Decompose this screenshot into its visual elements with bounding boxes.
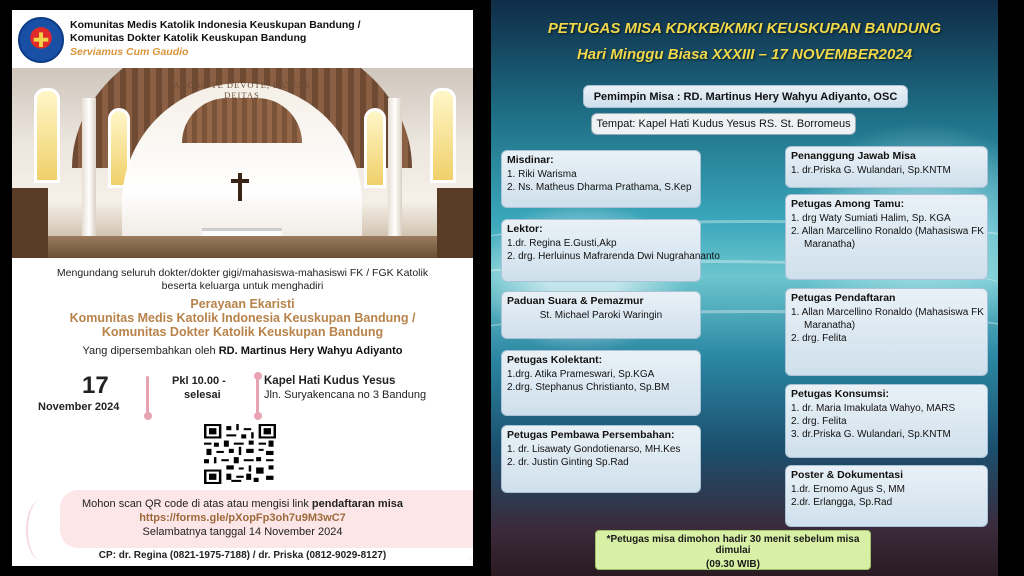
konsumsi-heading: Petugas Konsumsi: <box>791 388 890 400</box>
divider-dot <box>254 372 262 380</box>
misdinar-heading: Misdinar: <box>507 154 554 166</box>
persembahan-item: 2. dr. Justin Ginting Sp.Rad <box>507 457 629 468</box>
registration-prefix: Mohon scan QR code di atas atau mengisi link <box>82 498 312 510</box>
kolektan-box <box>501 350 701 416</box>
right-edge-bar <box>998 0 1024 576</box>
divider <box>256 376 259 416</box>
kolektan-item: 2.drg. Stephanus Christianto, Sp.BM <box>507 382 670 393</box>
invitation-poster <box>12 10 473 566</box>
lektor-box <box>501 219 720 282</box>
lektor-item: 2. drg. Herluinus Mafrarenda Dwi Nugrahananto <box>507 251 720 262</box>
divider <box>146 376 149 416</box>
dokumentasi-item: 2.dr. Erlangga, Sp.Rad <box>791 497 893 508</box>
invite-text-line2: beserta keluarga untuk menghadiri <box>161 280 324 292</box>
community-logo <box>18 17 64 63</box>
dokumentasi-heading: Poster & Dokumentasi <box>791 469 904 481</box>
divider-dot <box>254 412 262 420</box>
among-tamu-item: Maranatha) <box>804 239 856 250</box>
chapel-inscription: ADORO TE DEVOTE, LATENS DEITAS <box>173 80 311 100</box>
misdinar-box <box>501 150 701 208</box>
event-time-line2: selesai <box>184 389 221 401</box>
kolektan-item: 1.drg. Atika Prameswari, Sp.KGA <box>507 369 655 380</box>
qr-code[interactable] <box>204 424 276 484</box>
pendaftaran-heading: Petugas Pendaftaran <box>791 292 896 304</box>
konsumsi-box <box>785 384 988 458</box>
paduan-item: St. Michael Paroki Waringin <box>539 310 663 321</box>
org-name-line2: Komunitas Dokter Katolik Keuskupan Bandung <box>70 32 307 44</box>
event-time-line1: Pkl 10.00 - <box>172 375 226 387</box>
offered-by-prefix: Yang dipersembahkan oleh <box>82 345 219 357</box>
dokumentasi-item: 1.dr. Ernomo Agus S, MM <box>791 484 905 495</box>
persembahan-item: 1. dr. Lisawaty Gondotienarso, MH.Kes <box>507 444 681 455</box>
misdinar-item: 2. Ns. Matheus Dharma Prathama, S.Kep <box>507 182 692 193</box>
pendaftaran-item: 2. drg. Felita <box>791 333 847 344</box>
penanggung-heading: Penanggung Jawab Misa <box>791 150 916 162</box>
persembahan-heading: Petugas Pembawa Persembahan: <box>507 429 675 441</box>
event-address: Jln. Suryakencana no 3 Bandung <box>264 389 427 401</box>
among-tamu-heading: Petugas Among Tamu: <box>791 198 905 210</box>
mass-duty-poster <box>491 0 998 576</box>
attendance-note-line1: *Petugas misa dimohon hadir 30 menit sebelum misa dimulai <box>606 534 860 556</box>
offered-by <box>12 345 473 357</box>
divider-dot <box>144 412 152 420</box>
pendaftaran-item: Maranatha) <box>804 320 856 331</box>
persembahan-box <box>501 425 701 493</box>
pendaftaran-item: 1. Allan Marcellino Ronaldo (Mahasiswa FK <box>791 307 984 318</box>
event-place: Kapel Hati Kudus Yesus <box>264 375 396 387</box>
lektor-heading: Lektor: <box>507 223 543 235</box>
misdinar-item: 1. Riki Warisma <box>507 169 577 180</box>
registration-deadline: Selambatnya tanggal 14 November 2024 <box>142 526 343 538</box>
among-tamu-item: 2. Allan Marcellino Ronaldo (Mahasiswa FK <box>791 226 984 237</box>
penanggung-box <box>785 146 988 188</box>
cross-icon <box>238 173 242 201</box>
registration-link[interactable]: https://forms.gle/pXopFp3oh7u9M3wC7 <box>139 512 346 524</box>
event-subtitle-line1: Komunitas Medis Katolik Indonesia Keuskupan Bandung / <box>69 311 416 325</box>
org-motto: Serviamus Cum Gaudio <box>70 46 189 58</box>
among-tamu-item: 1. drg Waty Sumiati Halim, Sp. KGA <box>791 213 951 224</box>
org-name-line1: Komunitas Medis Katolik Indonesia Keuskupan Bandung / <box>70 19 361 31</box>
paduan-heading: Paduan Suara & Pemazmur <box>507 295 644 307</box>
chapel-photo <box>12 68 473 258</box>
kolektan-heading: Petugas Kolektant: <box>507 354 603 366</box>
lektor-item: 1.dr. Regina E.Gusti,Akp <box>507 238 617 249</box>
penanggung-item: 1. dr.Priska G. Wulandari, Sp.KNTM <box>791 165 951 176</box>
registration-text <box>12 498 473 510</box>
attendance-note <box>595 530 871 570</box>
poster-title: PETUGAS MISA KDKKB/KMKI KEUSKUPAN BANDUNG <box>547 20 942 37</box>
registration-bold: pendaftaran misa <box>311 498 403 510</box>
poster-subtitle: Hari Minggu Biasa XXXIII – 17 NOVEMBER2024 <box>576 46 913 63</box>
event-month: November 2024 <box>38 401 120 413</box>
konsumsi-item: 2. drg. Felita <box>791 416 847 427</box>
invite-text-line1: Mengundang seluruh dokter/dokter gigi/mahasiswa-mahasiswi FK / FGK Katolik <box>56 267 429 279</box>
event-day: 17 <box>82 372 109 399</box>
dokumentasi-box <box>785 465 988 527</box>
paduan-box <box>501 291 701 339</box>
contact-persons: CP: dr. Regina (0821-1975-7188) / dr. Priska (0812-9029-8127) <box>98 550 387 561</box>
priest-name: RD. Martinus Hery Wahyu Adiyanto <box>218 345 403 357</box>
event-title: Perayaan Ekaristi <box>190 297 295 311</box>
mass-leader: Pemimpin Misa : RD. Martinus Hery Wahyu Adiyanto, OSC <box>583 85 908 108</box>
event-subtitle-line2: Komunitas Dokter Katolik Keuskupan Bandung <box>101 325 384 339</box>
pendaftaran-box <box>785 288 988 376</box>
poster-header <box>12 10 473 68</box>
konsumsi-item: 3. dr.Priska G. Wulandari, Sp.KNTM <box>791 429 951 440</box>
konsumsi-item: 1. dr. Maria Imakulata Wahyo, MARS <box>791 403 956 414</box>
attendance-note-line2: (09.30 WIB) <box>706 559 760 570</box>
among-tamu-box <box>785 194 988 280</box>
mass-venue: Tempat: Kapel Hati Kudus Yesus RS. St. Borromeus <box>591 113 856 135</box>
